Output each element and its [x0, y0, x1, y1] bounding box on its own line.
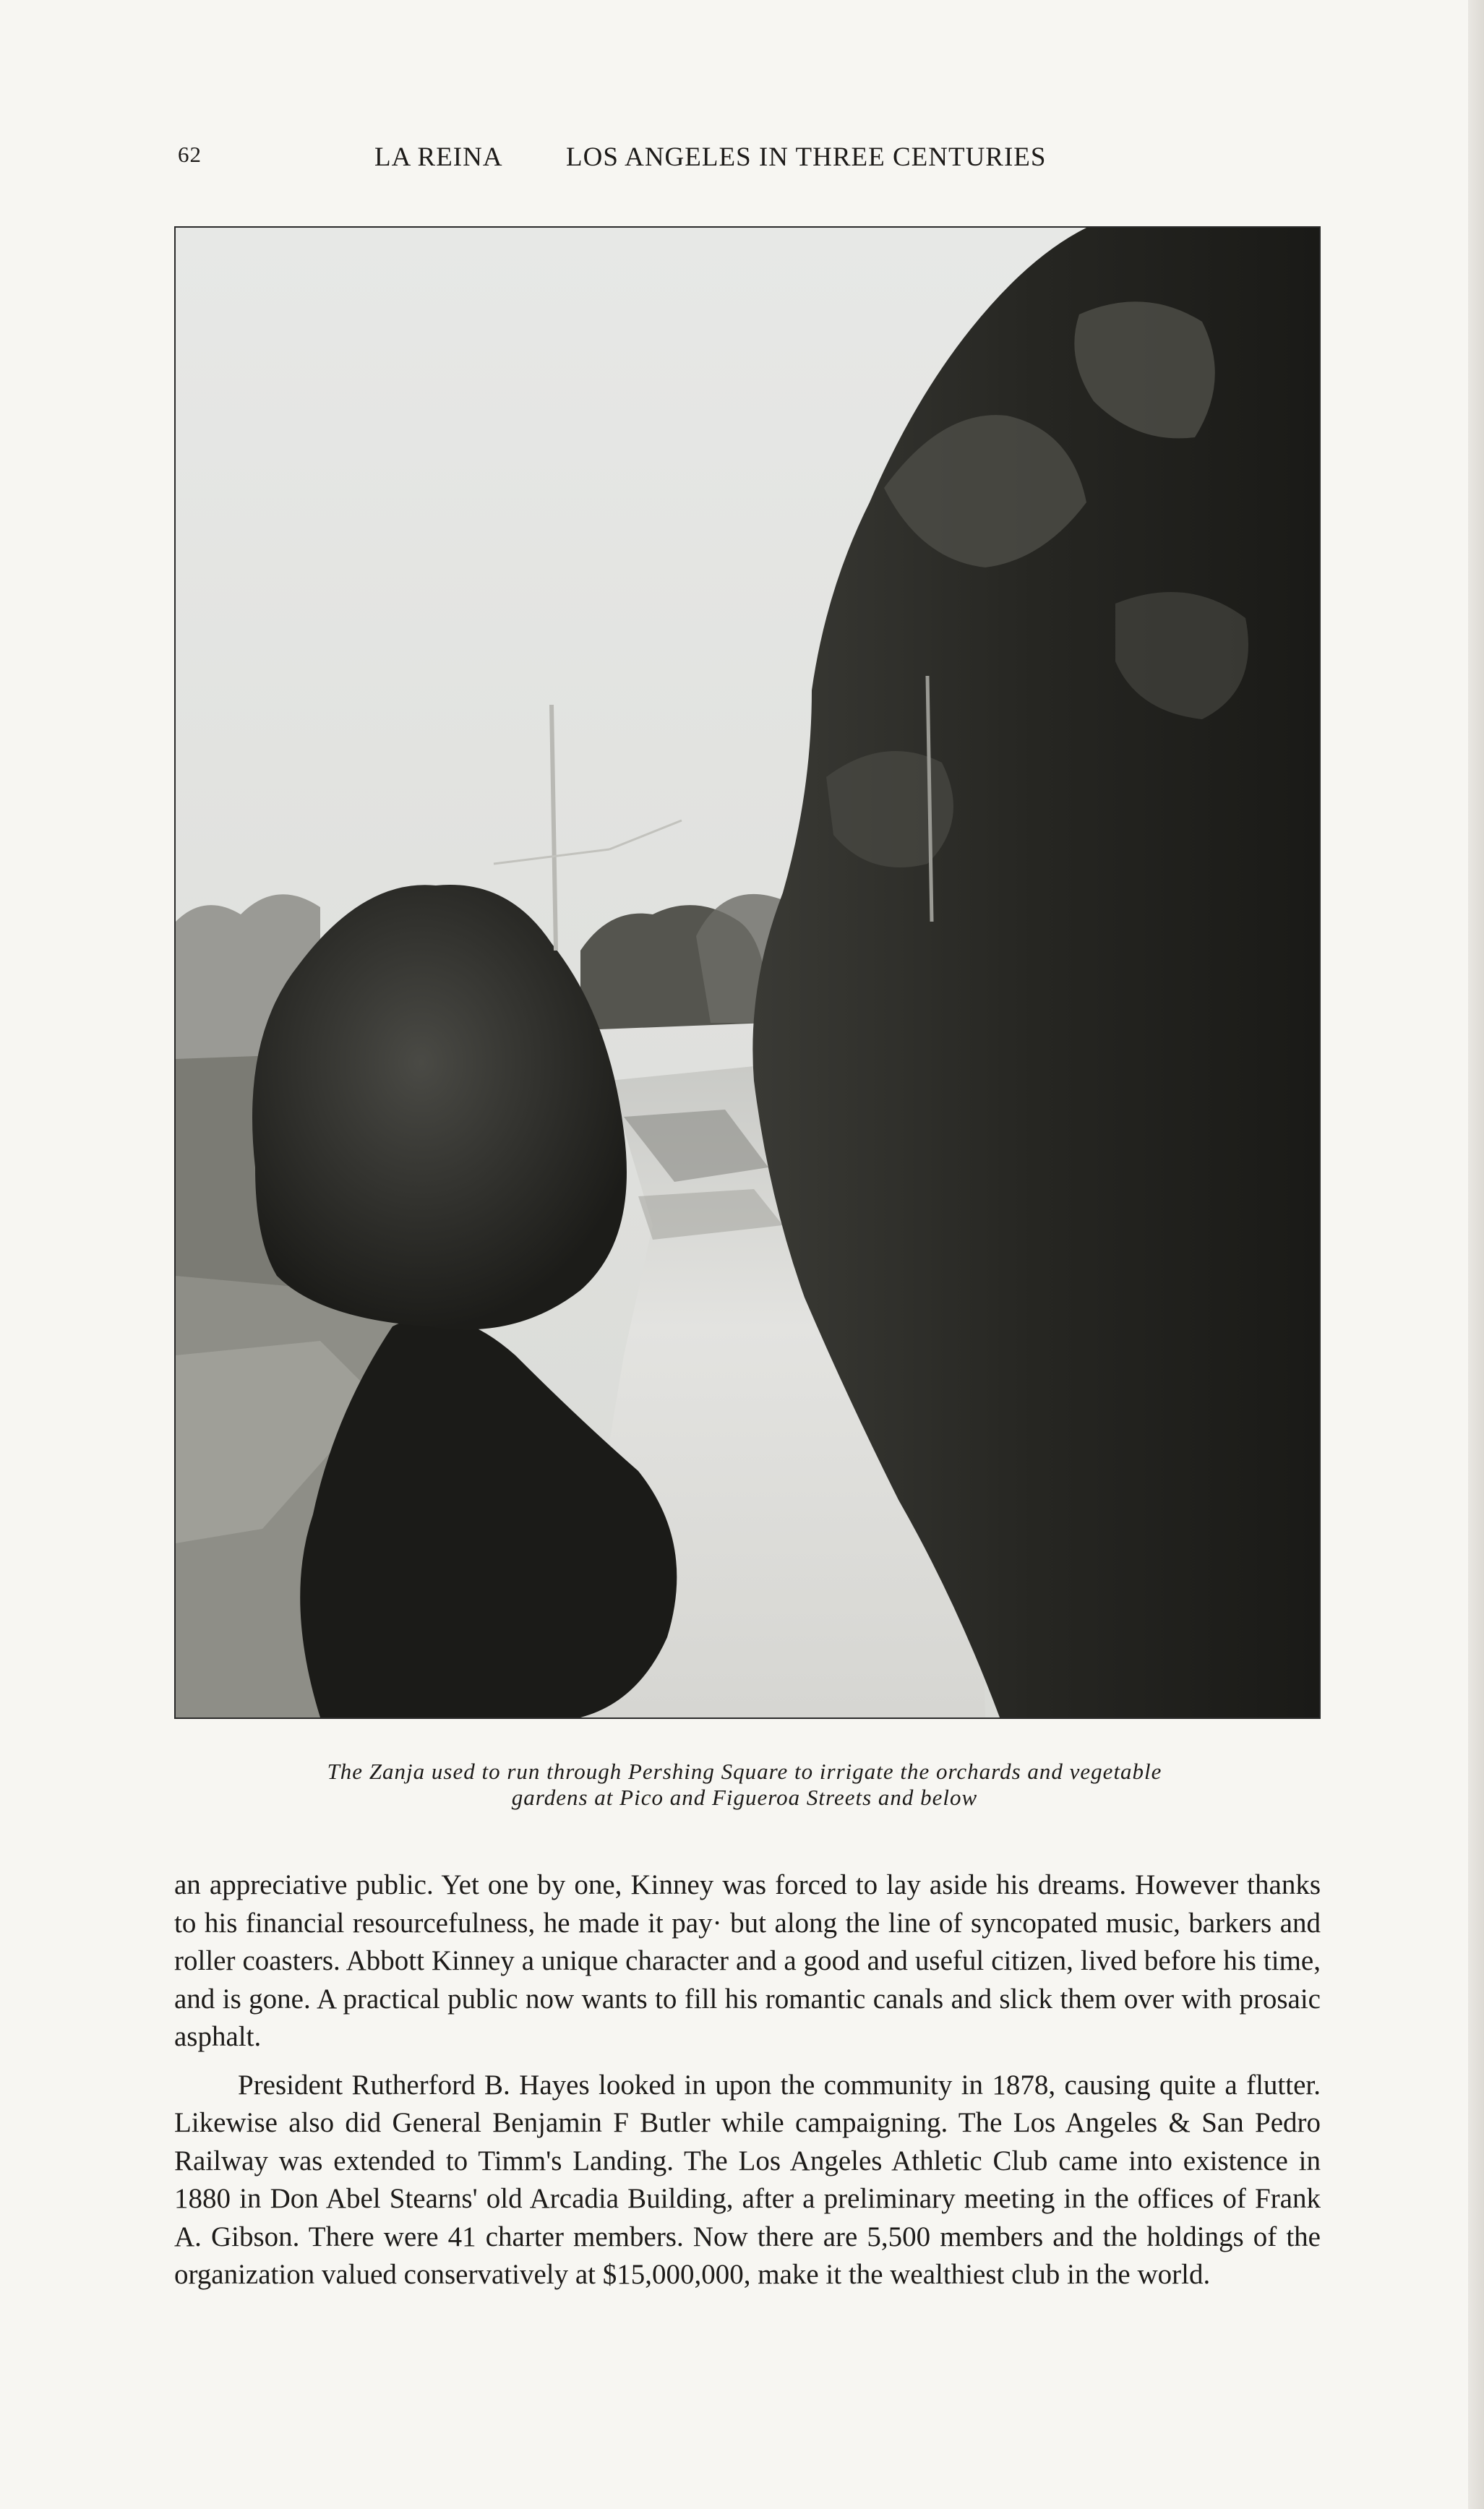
caption-line-2: gardens at Pico and Figueroa Streets and below: [511, 1785, 978, 1810]
paragraph-1: an appreciative public. Yet one by one, Kinney was forced to lay aside his dreams. However thanks to his financial resourcefulness, he made it pay· but along the line of syncopated music, barkers and roller coasters. Abbott Kinney a unique character and a good and useful citizen, lived before his time, and is gone. A practical public now wants to fill his romantic canals and slick them over with prosaic asphalt.: [174, 1869, 1321, 2052]
book-subtitle: LOS ANGELES IN THREE CENTURIES: [566, 142, 1047, 172]
page-edge: [1468, 0, 1484, 2509]
paragraph-2: President Rutherford B. Hayes looked in upon the community in 1878, causing quite a flutter. Likewise also did General Benjamin F Butler while campaigning. The Los Angeles & San Pedro Railway was extended to Timm's Landing. The Los Angeles Athletic Club came into existence in 1880 in Don Abel Stearns' old Arcadia Building, after a preliminary meeting in the offices of Frank A. Gibson. There were 41 charter members. Now there are 5,500 members and the holdings of the organization valued conservatively at $15,000,000, make it the wealthiest club in the world.: [174, 2069, 1321, 2290]
caption-line-1: The Zanja used to run through Pershing Square to irrigate the orchards and vegetable: [327, 1759, 1162, 1784]
page-number: 62: [178, 142, 202, 167]
figure-caption: [188, 1759, 1301, 1811]
book-title: LA REINA: [374, 142, 503, 172]
zanja-photograph: [174, 226, 1321, 1719]
running-head: [178, 142, 1110, 178]
photo-illustration: [176, 228, 1319, 1717]
body-text: [174, 1866, 1321, 2294]
